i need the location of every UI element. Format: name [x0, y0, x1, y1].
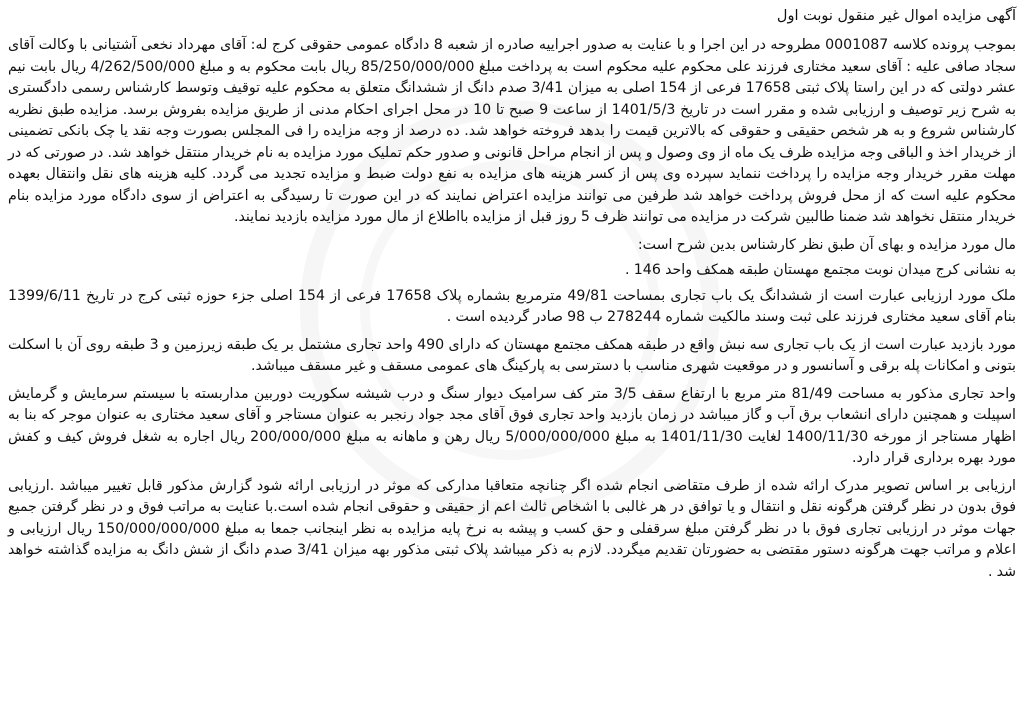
notice-title: آگهی مزایده اموال غیر منقول نوبت اول: [776, 8, 1016, 24]
unit-specification-paragraph: واحد تجاری مذکور به مساحت 81/49 متر مربع با ارتفاع سقف 3/5 متر کف سرامیک دیوار سنگ و درب شیشه سکوریت دوربین مداربسته با سیستم سرمایش و گرمایش اسپیلت و همچنین دارای انشعاب برق آب و گاز میباشد در زمان بازدید واحد تجاری فوق آقای مجد جواد رنجبر به عنوان مستاجر و آقای سعید مختاری به عنوان موجر که بنا به اظهار مستاجر از مورخه 1400/11/30 لغایت 1401/11/30 به مبلغ 5/000/000/000 ریال رهن و ماهانه به مبلغ 200/000/000 ریال اجاره به شغل فروش کیف و کفش مورد بهره برداری قرار دارد.: [8, 385, 1017, 466]
property-intro-paragraph: مال مورد مزایده و بهای آن طبق نظر کارشناس بدین شرح است:: [637, 236, 1016, 253]
valuation-paragraph: ارزیابی بر اساس تصویر مدرک ارائه شده از طرف متقاضی انجام شده اگر چنانچه متعاقبا مدارکی که موثر در ارزیابی ارائه شود گزارش مذکور قابل تغییر میباشد .ارزیابی فوق بدون در نظر گرفتن هرگونه نقل و انتقال و یا توافق در هر غالبی با اشخاص ثالث اعم از حقیقی و حقوقی انجام شده است.با عنایت به مراتب فوق و در نظر گرفتن جمیع جهات موثر در ارزیابی تجاری فوق با در نظر گرفتن مبلغ سرقفلی و حق کسب و پیشه به نرخ پایه مزایده به نظر اینجانب جمعا به مبلغ 150/000/000/000 ریال ارزیابی و اعلام و مراتب جهت هرگونه دستور مقتضی به حضورتان تقدیم میگردد. لازم به ذکر میباشد پلاک ثبتی مذکور بهه میزان 3/41 صدم دانگ از شش دانگ به مزایده گذاشته خواهد شد .: [8, 477, 1016, 580]
property-registration-paragraph: ملک مورد ارزیابی عبارت است از ششدانگ یک باب تجاری بمساحت 49/81 مترمربع بشماره پلاک 17658 فرعی از 154 اصلی جزء حوزه ثبتی کرج در تاریخ 1399/6/11 بنام آقای سعید مختاری فرزند علی ثبت وسند مالکیت شماره 278244 ب 98 صادر گردیده است .: [8, 287, 1016, 325]
property-address-paragraph: به نشانی کرج میدان نوبت مجتمع مهستان طبقه همکف واحد 146 .: [625, 262, 1016, 278]
case-details-paragraph: بموجب پرونده کلاسه 0001087 مطروحه در این اجرا و با عنایت به صدور اجراییه صادره از شعبه 8 دادگاه عمومی حقوقی کرج له: آقای مهرداد نخعی آشتیانی با وکالت آقای سجاد صافی علیه : آقای سعید مختاری فرزند علی محکوم علیه محکوم است به پرداخت مبلغ 85/250/000/000 ریال بابت محکوم به و مبلغ 4/262/500/000 ریال بابت نیم عشر دولتی که در این راستا پلاک ثبتی 17658 فرعی از 154 اصلی به میزان 3/41 صدم دانگ از ششدانگ متعلق به محکوم علیه توقیف وتوسط کارشناس رسمی دادگستری به شرح زیر توصیف و ارزیابی شده و مقرر است در تاریخ 1401/5/3 از ساعت 9 صبح تا 10 در محل اجرای احکام مدنی از طریق مزایده بفروش برسد. مزایده طبق نظریه کارشناس شروع و به هر شخص حقیقی و حقوقی که بالاترین قیمت را بدهد فروخته خواهد شد. ده درصد از وجه مزایده را فی المجلس بصورت وجه نقد یا چک بانکی تضمینی از خریدار اخذ و الباقی وجه مزایده ظرف یک ماه از وی وصول و پس از انجام مراحل قانونی و صدور حکم تملیک مورد مزایده به نام خریدار منتقل خواهد شد. در صورتی که در مهلت مقرر خریدار وجه مزایده را پرداخت ننماید سپرده وی پس از کسر هزینه های مزایده به نفع دولت ضبط و مزایده تجدید می گردد. کلیه هزینه های نقل وانتقال بعهده محکوم علیه است که از محل فروش پرداخت خواهد شد طرفین می توانند مزایده اعتراض نمایند که در این صورت تا رسیدگی به اعتراض از سوی دادگاه مورد مزایده بنام خریدار منتقل نخواهد شد ضمنا طالبین شرکت در مزایده می توانند ظرف 5 روز قبل از مزایده بااطلاع از مال مورد مزایده بازدید نمایند.: [8, 37, 1017, 225]
inspection-description-paragraph: مورد بازدید عبارت است از یک باب تجاری سه نبش واقع در طبقه همکف مجتمع مهستان که دارای 490 واحد تجاری مشتمل بر یک طبقه زیرزمین و 3 طبقه روی آن با اسکلت بتونی و امکانات پله برقی و آسانسور و در موقعیت شهری مناسب با دسترسی به پارکینگ های عمومی مسقف و غیر مسقف میباشد.: [8, 336, 1017, 374]
